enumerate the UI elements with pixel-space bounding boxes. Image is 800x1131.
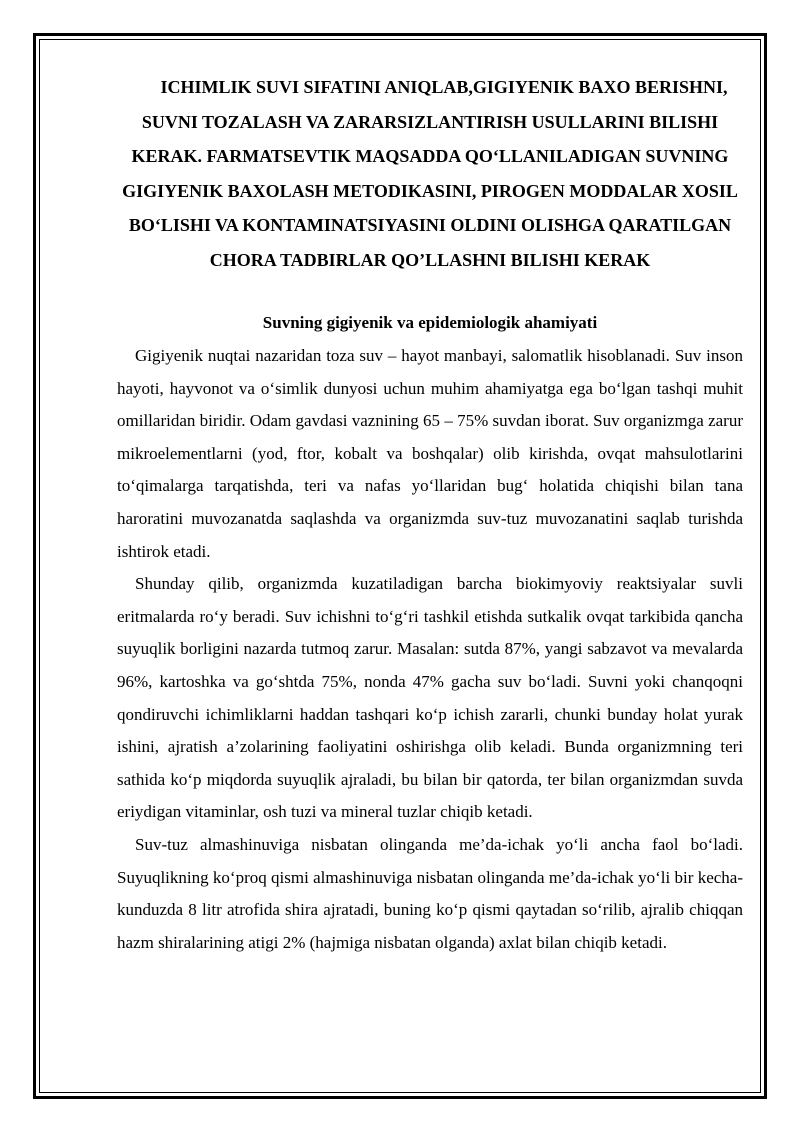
section-heading: Suvning gigiyenik va epidemiologik ahamiyati xyxy=(262,313,598,332)
paragraph xyxy=(117,829,743,959)
document-body xyxy=(117,70,743,959)
paragraph xyxy=(117,340,743,568)
paragraph-text: Suv-tuz almashinuviga nisbatan olinganda me’da-ichak yo‘li ancha faol bo‘ladi. Suyuqlikning ko‘proq qismi almashinuviga nisbatan olinganda me’da-ichak yo‘li bir kecha-kunduzda 8 litr atrofida shira ajratadi, buning ko‘p qismi qaytadan so‘rilib, ajralib chiqqan hazm shiralarining atigi 2% (hajmiga nisbatan olganda) axlat bilan chiqib ketadi. xyxy=(117,834,743,952)
document-title: ICHIMLIK SUVI SIFATINI ANIQLAB,GIGIYENIK BAXO BERISHNI, SUVNI TOZALASH VA ZARARSIZLANTIRISH USULLARINI BILISHI KERAK. FARMATSEVTIK MAQSADDA QO‘LLANILADIGAN SUVNING GIGIYENIK BAXOLASH METODIKASINI, PIROGEN MODDALAR XOSIL BO‘LISHI VA KONTAMINATSIYASINI OLDINI OLISHGA QARATILGAN CHORA TADBIRLAR QO’LLASHNI BILISHI KERAK xyxy=(122,77,738,270)
paragraph-text: Shunday qilib, organizmda kuzatiladigan barcha biokimyoviy reaktsiyalar suvli eritmalarda ro‘y beradi. Suv ichishni to‘g‘ri tashkil etishda sutkalik ovqat tarkibida qancha suyuqlik borligini nazarda tutmoq zarur. Masalan: sutda 87%, yangi sabzavot va mevalarda 96%, kartoshka va go‘shtda 75%, nonda 47% gacha suv bo‘ladi. Suvni yoki chanqoqni qondiruvchi ichimliklarni haddan tashqari ko‘p ichish zararli, chunki bunday holat yurak ishini, ajratish a’zolarining faoliyatini oshirishga olib keladi. Bunda organizmning teri sathida ko‘p miqdorda suyuqlik ajraladi, bu bilan bir qatorda, ter bilan organizmdan suvda eriydigan vitaminlar, osh tuzi va mineral tuzlar chiqib ketadi. xyxy=(117,574,743,822)
paragraph-text: Gigiyenik nuqtai nazaridan toza suv – hayot manbayi, salomatlik hisoblanadi. Suv inson hayoti, hayvonot va o‘simlik dunyosi uchun muhim ahamiyatga ega bo‘lgan tashqi muhit omillaridan biridir. Odam gavdasi vaznining 65 – 75% suvdan iborat. Suv organizmga zarur mikroelementlarni (yod, ftor, kobalt va boshqalar) olib kirishda, ovqat mahsulotlarini to‘qimalarga tarqatishda, teri va nafas yo‘llaridan bug‘ holatida chiqishi bilan tana haroratini muvozanatda saqlashda va organizmda suv-tuz muvozanatini saqlab turishda ishtirok etadi. xyxy=(117,346,743,561)
paragraph xyxy=(117,568,743,829)
